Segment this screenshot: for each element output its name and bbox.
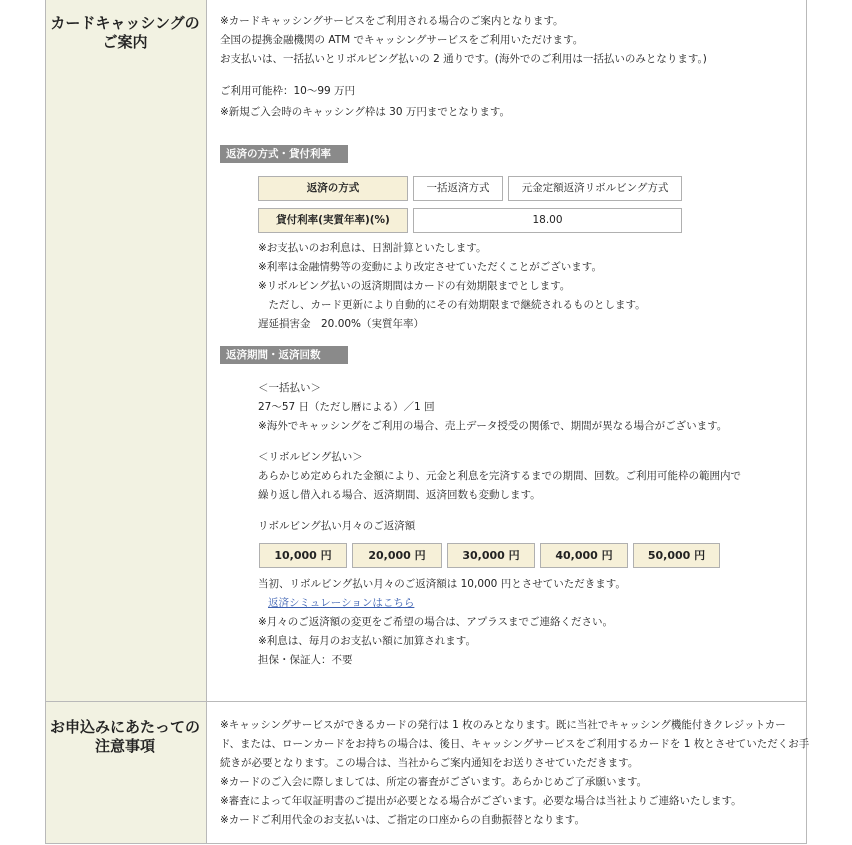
initial-amount-note: 当初、リボルビング払い月々のご返済額は 10,000 円とさせていただきます。 xyxy=(258,578,626,590)
new-member-limit: ※新規ご入会時のキャッシング枠は 30 万円までとなります。 xyxy=(220,106,511,118)
simulation-link[interactable]: 返済シミュレーションはこちら xyxy=(268,597,415,609)
method-label-cell: 返済の方式 xyxy=(258,176,408,201)
usage-limit: ご利用可能枠：10〜99 万円 xyxy=(220,85,356,97)
rate-value-cell: 18.00 xyxy=(413,208,682,233)
guarantor-text: 担保・保証人：不要 xyxy=(258,654,353,666)
amount-option: 50,000 円 xyxy=(633,543,720,568)
notes-block: ※お支払いのお利息は、日割計算といたします。 ※利率は金融情勢等の変動により改定させていただくことがございます。 ※リボルビング払いの返済期間はカードの有効期限までとします。 ただし、カード更新により自動的にその有効期限まで継続されるものとします。 遅延損害金 20.00%（実質年率） xyxy=(258,242,646,330)
amount-option: 40,000 円 xyxy=(540,543,628,568)
amount-option: 30,000 円 xyxy=(447,543,535,568)
amount-option: 10,000 円 xyxy=(259,543,347,568)
section-title-application-notes: お申込みにあたっての 注意事項 xyxy=(49,718,200,755)
lump-sum-block: ＜一括払い＞ 27〜57 日（ただし暦による）／1 回 ※海外でキャッシングをご利用の場合、売上データ授受の関係で、期間が異なる場合がございます。 xyxy=(258,382,728,432)
label-column xyxy=(46,0,207,843)
section-title-card-cashing: カードキャッシングの ご案内 xyxy=(50,14,200,51)
monthly-payment-heading: リボルビング払い月々のご返済額 xyxy=(258,520,416,532)
revolving-block: ＜リボルビング払い＞ あらかじめ定められた金額により、元金と利息を完済するまでの期間、回数。ご利用可能枠の範囲内で 繰り返し借入れる場合、返済期間、返済回数も変動します。 xyxy=(258,451,741,501)
interest-note: ※利息は、毎月のお支払い額に加算されます。 xyxy=(258,635,476,647)
intro-text: ※カードキャッシングサービスをご利用される場合のご案内となります。 全国の提携金融機関の ATM でキャッシングサービスをご利用いただけます。 お支払いは、一括払いとリボルビング払いの 2 通りです。(海外でのご利用は一括払いのみとなります。) xyxy=(220,15,707,65)
lump-method-cell: 一括返済方式 xyxy=(413,176,503,201)
repayment-period-heading: 返済期間・返済回数 xyxy=(220,346,348,364)
amount-option: 20,000 円 xyxy=(352,543,442,568)
revolving-method-cell: 元金定額返済リボルビング方式 xyxy=(508,176,682,201)
change-note: ※月々のご返済額の変更をご希望の場合は、アプラスまでご連絡ください。 xyxy=(258,616,613,628)
application-notes: ※キャッシングサービスができるカードの発行は 1 枚のみとなります。既に当社でキャッシング機能付きクレジットカー ド、または、ローンカードをお持ちの場合は、後日、キャッシングサービスをご利用するカードを 1 枚とさせていただくお手 続きが必要となります。この場合は、当社からご案内通知をお送りさせていただきます。 ※カードのご入会に際しましては、所定の審査がございます。あらかじめご了承願います。 ※審査によって年収証明書のご提出が必要となる場合がございます。必要な場合は当社よりご連絡いたします。 ※カードご利用代金のお支払いは、ご指定の口座からの自動振替となります。 xyxy=(220,719,810,826)
repayment-method-heading: 返済の方式・貸付利率 xyxy=(220,145,348,163)
row-divider xyxy=(46,701,806,702)
rate-label-cell: 貸付利率(実質年率)(%) xyxy=(258,208,408,233)
